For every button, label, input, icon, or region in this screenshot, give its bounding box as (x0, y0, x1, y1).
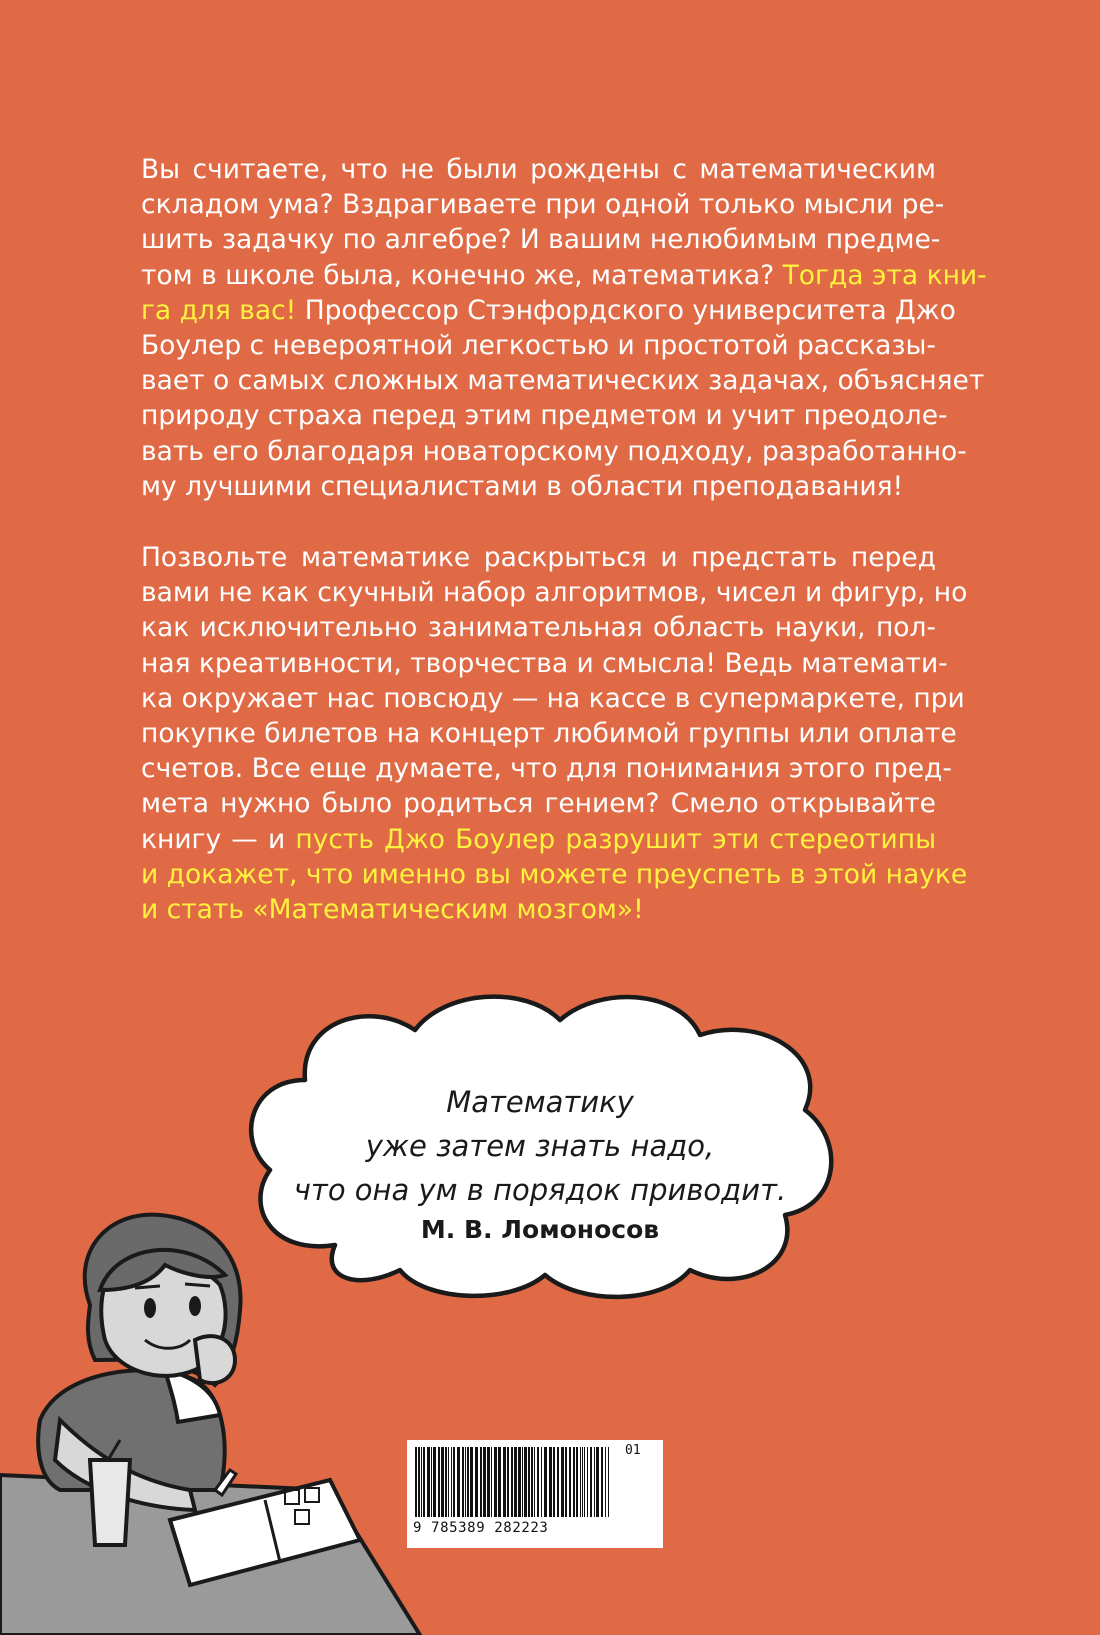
blurb-line (141, 751, 952, 786)
body-text: шить задачку по алгебре? И вашим нелюбимым предме- (141, 224, 941, 256)
barcode-bar (503, 1447, 506, 1517)
barcode-bar (544, 1447, 547, 1517)
blurb-line (141, 187, 945, 222)
body-text: складом ума? Вздрагиваете при одной только мысли ре- (141, 189, 945, 221)
body-text: вать его благодаря новаторскому подходу, разработанно- (141, 435, 967, 467)
body-text: вами не как скучный набор алгоритмов, чисел и фигур, но (141, 577, 968, 609)
blurb-line (141, 328, 936, 363)
highlight-text: га для вас! (141, 294, 297, 326)
barcode-bar (518, 1447, 521, 1517)
barcode-bar (415, 1447, 417, 1517)
barcode-bar (441, 1447, 444, 1517)
blurb-paragraph-2 (141, 540, 968, 927)
blurb-line (141, 222, 941, 257)
barcode-bar (580, 1447, 581, 1517)
barcode-bar (423, 1447, 425, 1517)
barcode-bar (511, 1447, 513, 1517)
barcode-bar (587, 1447, 588, 1517)
highlight-text: и стать «Математическим мозгом»! (141, 893, 644, 925)
barcode-bar (467, 1447, 469, 1517)
highlight-text: и докажет, что именно вы можете преуспеть в этой науке (141, 858, 968, 890)
barcode-bar (421, 1447, 422, 1517)
barcode-bar (590, 1447, 592, 1517)
barcode-bar (584, 1447, 585, 1517)
barcode-bar (427, 1447, 430, 1517)
barcode-bar (451, 1447, 452, 1517)
body-text: том в школе была, конечно же, математика? (141, 259, 783, 291)
barcode-bar (549, 1447, 552, 1517)
quote-line-3: что она ум в порядок приводит. (293, 1173, 787, 1207)
body-text: Вы считаете, что не были рождены с математическим (141, 154, 936, 185)
body-text: мета нужно было родиться гением? Смело открывайте (141, 788, 936, 820)
barcode-bar (557, 1447, 559, 1517)
barcode-bar (553, 1447, 555, 1517)
barcode-bar (522, 1447, 523, 1517)
barcode-bar (561, 1447, 564, 1517)
body-text: вает о самых сложных математических задачах, объясняет (141, 365, 985, 397)
body-text: покупке билетов на концерт любимой группы или оплате (141, 717, 957, 749)
barcode-bar (537, 1447, 539, 1517)
blurb-line (141, 293, 956, 328)
blurb-line (141, 822, 936, 857)
body-text: Боулер с невероятной легкостью и простотой рассказы- (141, 329, 936, 361)
barcode-bar (514, 1447, 517, 1517)
blurb-line (141, 434, 967, 469)
body-text: книгу — и (141, 823, 296, 855)
barcode-bar (565, 1447, 567, 1517)
quote-line-1: Математику (446, 1085, 634, 1119)
barcode-bar (470, 1447, 473, 1517)
barcode-bar (465, 1447, 466, 1517)
blurb-line (141, 540, 936, 575)
barcode-bar (576, 1447, 578, 1517)
barcode-bar (448, 1447, 449, 1517)
barcode-bar (453, 1447, 455, 1517)
barcode-bar (531, 1447, 533, 1517)
barcode-bar (582, 1447, 583, 1517)
barcode-bar (569, 1447, 571, 1517)
barcode-bar (418, 1447, 420, 1517)
barcode-bar (487, 1447, 490, 1517)
barcode-bar (457, 1447, 460, 1517)
blurb-line (141, 681, 965, 716)
highlight-text: пусть Джо Боулер разрушит эти стереотипы (295, 823, 936, 855)
barcode-bar (480, 1447, 482, 1517)
barcode-bar (433, 1447, 436, 1517)
barcode-bar (608, 1447, 609, 1517)
barcode-bar (605, 1447, 606, 1517)
barcode-bar (534, 1447, 535, 1517)
blurb-line (141, 575, 968, 610)
blurb-line (141, 646, 948, 681)
body-text: Профессор Стэнфордского университета Джо (296, 294, 956, 326)
blurb-line (141, 363, 985, 398)
barcode-bar (475, 1447, 478, 1517)
barcode-number: 9 785389 282223 (413, 1520, 549, 1536)
body-text: счетов. Все еще думаете, что для понимания этого пред- (141, 753, 952, 785)
barcode-bar (507, 1447, 509, 1517)
barcode-bar (528, 1447, 530, 1517)
body-text: как исключительно занимательная область науки, пол- (141, 612, 936, 644)
highlight-text: Тогда эта кни- (782, 259, 987, 291)
blurb-line (141, 398, 948, 433)
blurb-line (141, 152, 936, 187)
quote-author: М. В. Ломоносов (420, 1215, 660, 1244)
blurb-line (141, 610, 936, 645)
barcode (407, 1440, 663, 1548)
blurb-line (141, 716, 957, 751)
body-text: ная креативности, творчества и смысла! Ведь математи- (141, 647, 948, 679)
blurb-line (141, 258, 987, 293)
barcode-bar (541, 1447, 542, 1517)
girl-illustration (0, 1190, 470, 1635)
barcode-bar (524, 1447, 527, 1517)
barcode-bar (491, 1447, 492, 1517)
body-text: му лучшими специалистами в области преподавания! (141, 470, 904, 502)
blurb-line (141, 857, 968, 892)
blurb-paragraph-1 (141, 152, 987, 504)
blurb-line (141, 892, 936, 927)
barcode-bars (415, 1447, 625, 1519)
barcode-bar (498, 1447, 501, 1517)
barcode-bar (445, 1447, 447, 1517)
barcode-bar (596, 1447, 599, 1517)
barcode-bar (483, 1447, 486, 1517)
body-text: Позвольте математике раскрыться и предстать перед (141, 542, 936, 573)
barcode-bar (494, 1447, 497, 1517)
barcode-bar (438, 1447, 440, 1517)
barcode-bar (594, 1447, 595, 1517)
blurb-line (141, 469, 936, 504)
body-text: ка окружает нас повсюду — на кассе в супермаркете, при (141, 682, 965, 714)
barcode-bar (601, 1447, 603, 1517)
quote-line-2: уже затем знать надо, (365, 1129, 715, 1163)
barcode-bar (431, 1447, 432, 1517)
blurb-line (141, 786, 936, 821)
body-text: природу страха перед этим предметом и учит преодоле- (141, 400, 948, 432)
barcode-bar (573, 1447, 575, 1517)
barcode-bar (462, 1447, 464, 1517)
barcode-addon: 01 (625, 1443, 641, 1458)
